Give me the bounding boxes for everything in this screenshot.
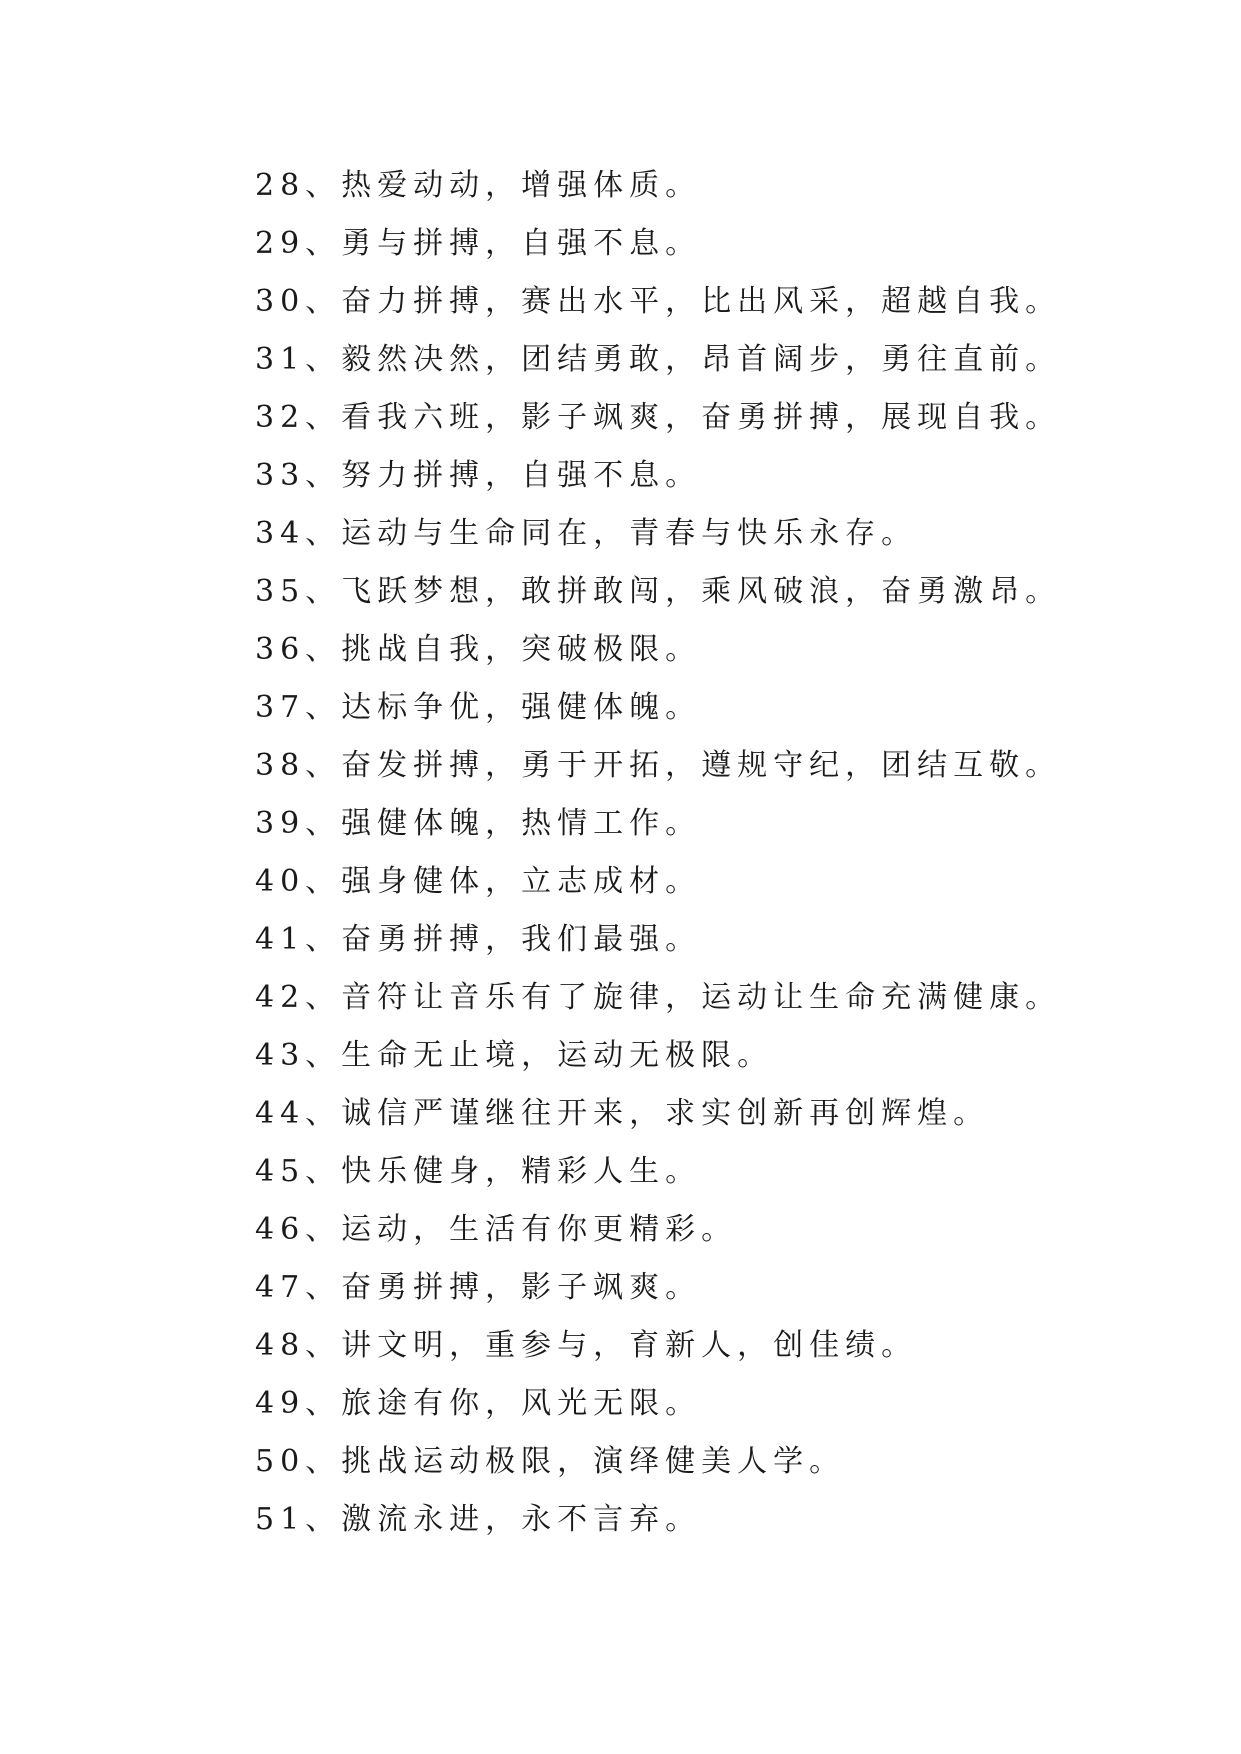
- slogan-item: 48、讲文明，重参与，育新人，创佳绩。: [255, 1328, 918, 1363]
- slogan-item: 40、强身健体，立志成材。: [255, 864, 702, 899]
- slogan-item: 51、激流永进，永不言弃。: [255, 1502, 702, 1537]
- slogan-item: 33、努力拼搏，自强不息。: [255, 458, 702, 493]
- slogan-item: 28、热爱动动，增强体质。: [255, 168, 702, 203]
- slogan-item: 49、旅途有你，风光无限。: [255, 1386, 702, 1421]
- slogan-item: 46、运动，生活有你更精彩。: [255, 1212, 738, 1247]
- slogan-item: 37、达标争优，强健体魄。: [255, 690, 702, 725]
- slogan-item: 32、看我六班，影子飒爽，奋勇拼搏，展现自我。: [255, 400, 1062, 435]
- slogan-item: 43、生命无止境，运动无极限。: [255, 1038, 774, 1073]
- slogan-item: 36、挑战自我，突破极限。: [255, 632, 702, 667]
- slogan-item: 30、奋力拼搏，赛出水平，比出风采，超越自我。: [255, 284, 1062, 319]
- slogan-item: 47、奋勇拼搏，影子飒爽。: [255, 1270, 702, 1305]
- slogan-item: 31、毅然决然，团结勇敢，昂首阔步，勇往直前。: [255, 342, 1062, 377]
- slogan-item: 44、诚信严谨继往开来，求实创新再创辉煌。: [255, 1096, 990, 1131]
- slogan-item: 45、快乐健身，精彩人生。: [255, 1154, 702, 1189]
- slogan-item: 34、运动与生命同在，青春与快乐永存。: [255, 516, 918, 551]
- slogan-item: 50、挑战运动极限，演绎健美人学。: [255, 1444, 846, 1479]
- slogan-item: 29、勇与拼搏，自强不息。: [255, 226, 702, 261]
- slogan-item: 41、奋勇拼搏，我们最强。: [255, 922, 702, 957]
- slogan-item: 42、音符让音乐有了旋律，运动让生命充满健康。: [255, 980, 1062, 1015]
- slogan-item: 39、强健体魄，热情工作。: [255, 806, 702, 841]
- slogan-item: 35、飞跃梦想，敢拼敢闯，乘风破浪，奋勇激昂。: [255, 574, 1062, 609]
- slogan-item: 38、奋发拼搏，勇于开拓，遵规守纪，团结互敬。: [255, 748, 1062, 783]
- slogan-list: [255, 157, 1155, 1549]
